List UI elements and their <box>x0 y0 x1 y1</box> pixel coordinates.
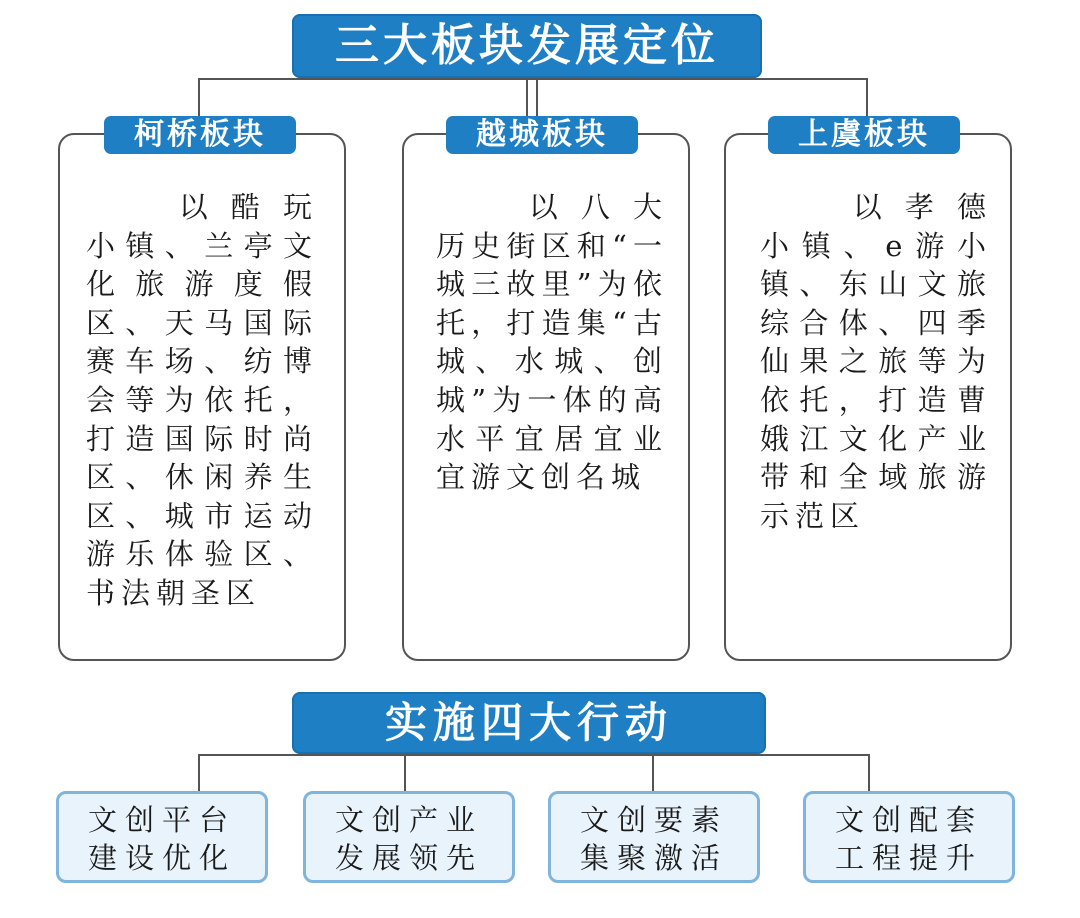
action-line-1: 文创平台 <box>87 803 236 837</box>
action-line-1: 文创配套 <box>834 803 983 837</box>
bottom-branch-line <box>198 754 870 756</box>
action-line-2: 工程提升 <box>834 841 983 875</box>
action-box-platform <box>56 791 268 883</box>
bottom-drop-line-3 <box>652 754 654 792</box>
sector-label-shangyu: 上虞板块 <box>768 116 960 154</box>
bottom-drop-line-4 <box>868 754 870 792</box>
top-branch-line <box>198 78 868 80</box>
action-box-elements <box>548 791 760 883</box>
action-line-1: 文创要素 <box>579 803 728 837</box>
sector-text-yuecheng: 以八大历史街区和“一城三故里”为依托，打造集“古城、水城、创城”为一体的高水平宜居宜业宜游文创名城 <box>436 190 668 495</box>
top-drop-line-right <box>866 78 868 118</box>
action-box-industry <box>303 791 515 883</box>
sector-text-keqiao: 以酷玩小镇、兰亭文化旅游度假区、天马国际赛车场、纺博会等为依托，打造国际时尚区、休闲养生区、城市运动游乐体验区、书法朝圣区 <box>86 190 318 610</box>
action-line-1: 文创产业 <box>334 803 483 837</box>
action-line-2: 发展领先 <box>334 841 483 875</box>
top-trunk-line <box>526 78 528 116</box>
sector-label-keqiao: 柯桥板块 <box>104 116 296 154</box>
action-line-2: 集聚激活 <box>579 841 728 875</box>
top-title: 三大板块发展定位 <box>292 14 762 78</box>
action-box-facilities <box>803 791 1015 883</box>
sector-label-yuecheng: 越城板块 <box>446 116 638 154</box>
bottom-drop-line-2 <box>404 754 406 792</box>
action-line-2: 建设优化 <box>87 841 236 875</box>
top-drop-line-left <box>198 78 200 118</box>
bottom-title: 实施四大行动 <box>292 692 766 754</box>
top-drop-line-middle <box>536 78 538 118</box>
sector-text-shangyu: 以孝德小镇、e游小镇、东山文旅综合体、四季仙果之旅等为依托，打造曹娥江文化产业带和全域旅游示范区 <box>760 190 992 533</box>
bottom-drop-line-1 <box>198 754 200 792</box>
